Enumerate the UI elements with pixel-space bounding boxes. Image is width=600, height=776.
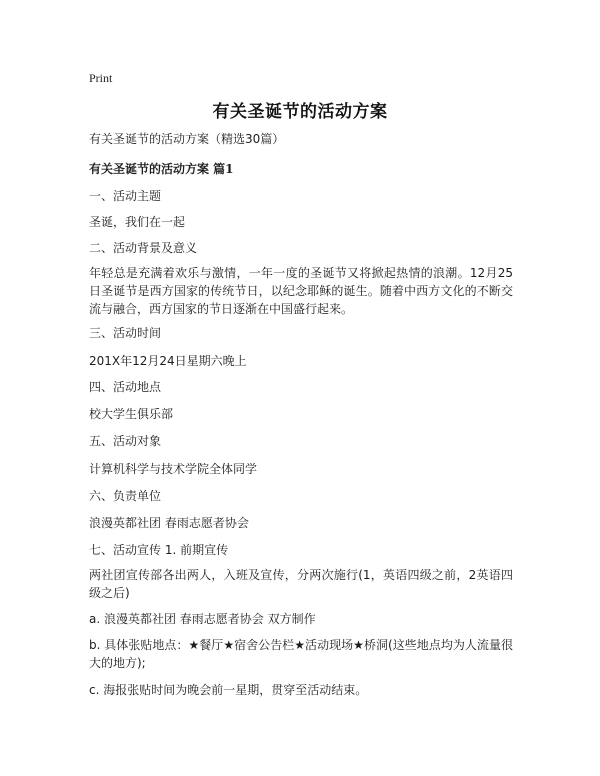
paragraph-promotion: 两社团宣传部各出两人，入班及宣传，分两次施行(1，英语四级之前，2英语四级之后) bbox=[89, 568, 513, 600]
list-item-a: a. 浪漫英都社团 春雨志愿者协会 双方制作 bbox=[89, 612, 316, 626]
heading-promotion: 七、活动宣传 1. 前期宣传 bbox=[89, 543, 229, 557]
list-item-b: b. 具体张贴地点：★餐厅★宿舍公告栏★活动现场★桥洞(这些地点均为人流量很大的地方); bbox=[89, 638, 513, 670]
print-label: Print bbox=[89, 71, 113, 85]
heading-audience: 五、活动对象 bbox=[89, 434, 162, 448]
paragraph-organizer: 浪漫英都社团 春雨志愿者协会 bbox=[89, 516, 249, 530]
heading-location: 四、活动地点 bbox=[89, 380, 162, 394]
paragraph-theme: 圣诞，我们在一起 bbox=[89, 215, 186, 229]
heading-background: 二、活动背景及意义 bbox=[89, 241, 198, 255]
paragraph-location: 校大学生俱乐部 bbox=[89, 407, 174, 421]
heading-theme: 一、活动主题 bbox=[89, 189, 162, 203]
paragraph-time: 201X年12月24日星期六晚上 bbox=[89, 354, 247, 368]
heading-organizer: 六、负责单位 bbox=[89, 489, 162, 503]
list-item-c: c. 海报张贴时间为晚会前一星期，贯穿至活动结束。 bbox=[89, 683, 368, 697]
paragraph-background: 年轻总是充满着欢乐与激情，一年一度的圣诞节又将掀起热情的浪潮。12月25日圣诞节是西方国家的传统节日，以纪念耶稣的诞生。随着中西方文化的不断交流与融合，西方国家的节日逐渐在中国盛行起来。 bbox=[89, 266, 513, 316]
heading-time: 三、活动时间 bbox=[89, 326, 162, 340]
page-title: 有关圣诞节的活动方案 bbox=[212, 102, 388, 122]
subtitle: 有关圣诞节的活动方案（精选30篇） bbox=[89, 132, 285, 146]
section-heading: 有关圣诞节的活动方案 篇1 bbox=[89, 162, 234, 176]
paragraph-audience: 计算机科学与技术学院全体同学 bbox=[89, 462, 258, 476]
